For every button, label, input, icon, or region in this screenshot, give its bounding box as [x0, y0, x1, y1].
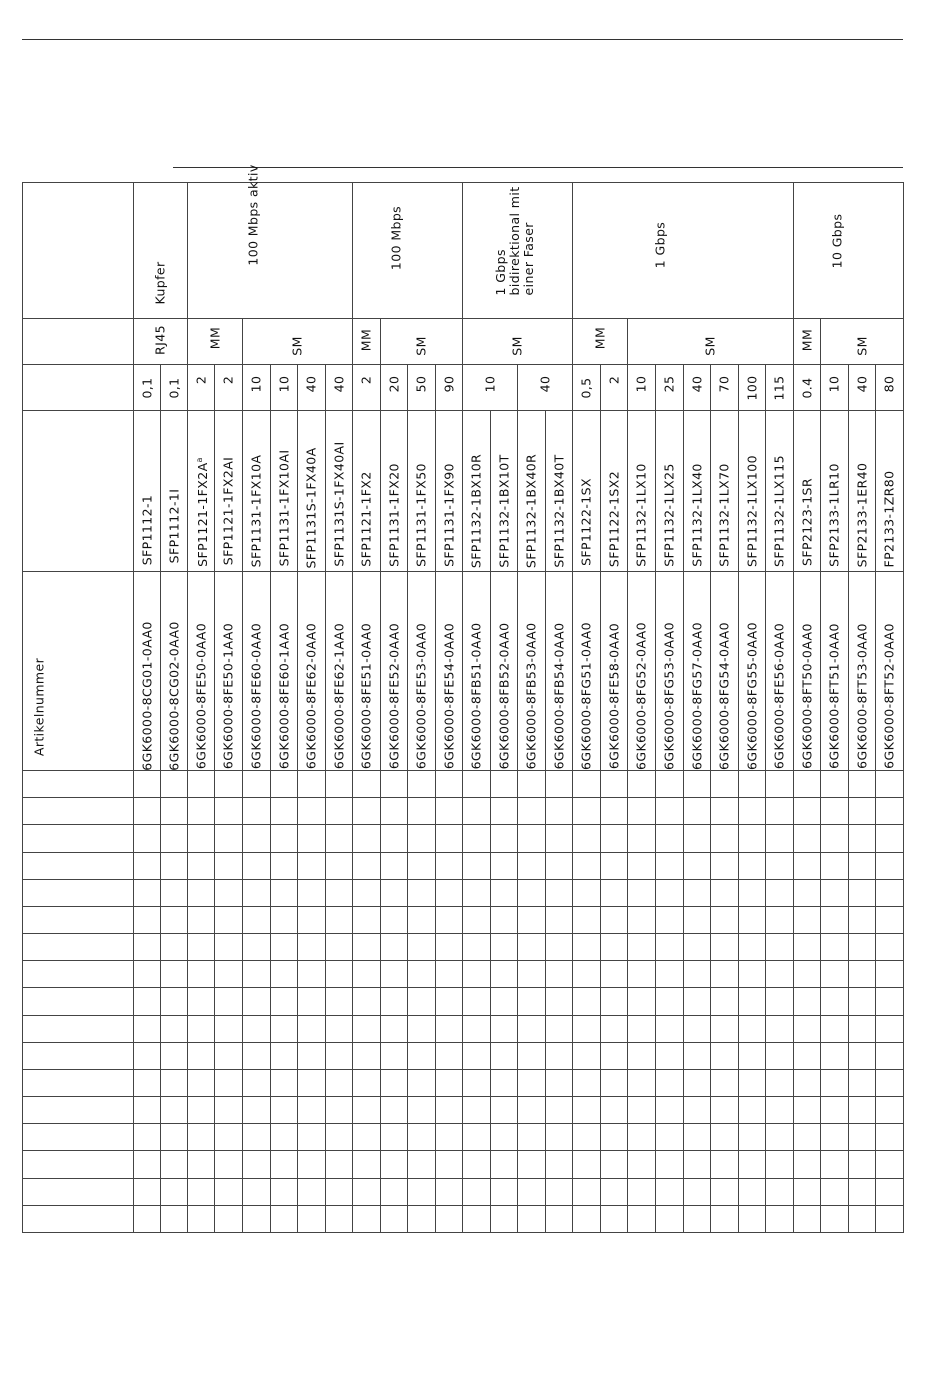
- module-name: SFP1131S-1FX40A: [303, 446, 319, 569]
- article-number: 6GK6000-8FG54-0AA0: [716, 621, 732, 770]
- distance-km: 10: [276, 375, 291, 393]
- type-divider: [187, 318, 188, 364]
- module-divider: [875, 410, 876, 770]
- article-number: 6GK6000-8FE58-0AA0: [606, 622, 621, 769]
- fiber-type-sm: SM: [854, 336, 869, 356]
- distance-km: 40: [689, 375, 704, 393]
- body-cell-divider: [765, 770, 766, 1232]
- distance-divider: [270, 364, 271, 410]
- group-divider: [187, 182, 188, 318]
- distance-km: 0,1: [166, 377, 181, 399]
- module-name: SFP1112-1: [139, 494, 154, 565]
- module-divider: [683, 410, 684, 770]
- module-divider: [214, 410, 215, 770]
- body-cell-divider: [820, 770, 821, 1232]
- body-cell-divider: [490, 770, 491, 1232]
- type-divider: [380, 318, 381, 364]
- footnote-marker: a: [194, 457, 204, 463]
- distance-divider: [600, 364, 601, 410]
- module-divider: [627, 410, 628, 770]
- body-cell-divider: [352, 770, 353, 1232]
- group-100mbps: 100 Mbps: [388, 205, 404, 270]
- module-divider: [297, 410, 298, 770]
- article-number: 6GK6000-8FE53-0AA0: [413, 622, 429, 769]
- body-cell-divider: [655, 770, 656, 1232]
- article-number: 6GK6000-8FE54-0AA0: [441, 622, 456, 769]
- module-name: SFP1131-1FX10A: [248, 454, 264, 568]
- module-divider: [160, 410, 161, 770]
- distance-km: 10: [633, 375, 649, 393]
- module-divider: [187, 410, 188, 770]
- distance-km: 10: [248, 375, 264, 393]
- distance-km: 10: [482, 375, 497, 393]
- distance-divider: [352, 364, 353, 410]
- module-name: $SFP1121-1FX2A^a$: [194, 457, 210, 567]
- article-number: 6GK6000-8FB53-0AA0: [523, 622, 539, 770]
- module-name: SFP1112-1I: [166, 488, 181, 564]
- distance-km: 40: [854, 375, 869, 393]
- module-name: SFP1122-1SX2: [606, 470, 621, 567]
- module-name: SFP1132-1BX40R: [523, 454, 539, 569]
- type-divider: [903, 318, 904, 364]
- article-number: 6GK6000-8FE56-0AA0: [771, 622, 787, 769]
- module-name: SFP1122-1SX: [578, 478, 594, 567]
- distance-divider: [627, 364, 628, 410]
- module-name: SFP1132-1BX40T: [551, 454, 566, 568]
- distance-km: 80: [881, 375, 897, 393]
- distance-km: 100: [744, 375, 759, 401]
- module-divider: [572, 410, 573, 770]
- fiber-type-sm: SM: [289, 336, 305, 356]
- module-divider: [848, 410, 849, 770]
- distance-divider: [214, 364, 215, 410]
- distance-divider: [517, 364, 518, 410]
- distance-divider: [572, 364, 573, 410]
- fiber-type-mm: MM: [358, 328, 374, 352]
- body-cell-divider: [325, 770, 326, 1232]
- distance-divider: [875, 364, 876, 410]
- fiber-type-mm: MM: [207, 326, 222, 350]
- article-number: 6GK6000-8FE62-1AA0: [331, 622, 346, 769]
- article-number: 6GK6000-8FG57-0AA0: [689, 621, 704, 770]
- article-number: 6GK6000-8FE60-0AA0: [248, 622, 264, 769]
- module-name: SFP1132-1LX70: [716, 463, 732, 567]
- distance-divider: [187, 364, 188, 410]
- article-number: 6GK6000-8FG51-0AA0: [578, 621, 594, 770]
- type-divider: [793, 318, 794, 364]
- body-cell-divider: [738, 770, 739, 1232]
- module-name: SFP1131S-1FX40AI: [331, 441, 346, 567]
- distance-km: 0,1: [139, 377, 154, 399]
- article-number-header: Artikelnummer: [31, 657, 47, 757]
- module-name: SFP2133-1ER40: [854, 462, 869, 568]
- body-cell-divider: [462, 770, 463, 1232]
- group-kupfer: Kupfer: [152, 261, 168, 305]
- body-cell-divider: [214, 770, 215, 1232]
- article-number: 6GK6000-8FE60-1AA0: [276, 622, 291, 769]
- distance-km: 40: [537, 375, 552, 393]
- body-cell-divider: [242, 770, 243, 1232]
- distance-divider: [903, 364, 904, 410]
- fiber-type-mm: MM: [592, 326, 607, 350]
- fiber-type-sm: SM: [413, 336, 429, 356]
- module-divider: [325, 410, 326, 770]
- group-divider: [793, 182, 794, 318]
- type-divider: [352, 318, 353, 364]
- distance-divider: [407, 364, 408, 410]
- article-number: 6GK6000-8FT51-0AA0: [826, 622, 842, 769]
- group-10gbps: 10 Gbps: [829, 214, 845, 269]
- module-divider: [435, 410, 436, 770]
- body-cell-divider: [710, 770, 711, 1232]
- fiber-type-sm: SM: [702, 336, 718, 356]
- body-cell-divider: [627, 770, 628, 1232]
- body-cell-divider: [187, 770, 188, 1232]
- module-name: SFP1132-1LX100: [744, 455, 759, 568]
- module-divider: [407, 410, 408, 770]
- distance-divider: [160, 364, 161, 410]
- type-divider: [572, 318, 573, 364]
- body-cell-divider: [545, 770, 546, 1232]
- article-number: 6GK6000-8FE51-0AA0: [358, 622, 374, 769]
- module-name: SFP1131-1FX50: [413, 462, 429, 567]
- distance-km: 0.4: [799, 377, 814, 399]
- distance-km: 2: [193, 375, 208, 385]
- article-number: 6GK6000-8FT52-0AA0: [881, 622, 897, 769]
- article-number: 6GK6000-8FG53-0AA0: [661, 621, 677, 770]
- body-cell-divider: [297, 770, 298, 1232]
- distance-km: 40: [331, 375, 346, 393]
- module-name: SFP1132-1LX40: [689, 463, 704, 567]
- distance-km: 20: [386, 375, 401, 393]
- fiber-type-mm: MM: [799, 328, 814, 352]
- module-divider: [242, 410, 243, 770]
- article-number: 6GK6000-8FG52-0AA0: [633, 621, 649, 770]
- body-cell-divider: [793, 770, 794, 1232]
- article-number: 6GK6000-8FE62-0AA0: [303, 622, 319, 769]
- module-divider: [600, 410, 601, 770]
- distance-km: 25: [661, 375, 677, 393]
- body-cell-divider: [517, 770, 518, 1232]
- module-name: SFP1132-1LX115: [771, 455, 787, 568]
- distance-divider: [380, 364, 381, 410]
- distance-divider: [710, 364, 711, 410]
- distance-divider: [793, 364, 794, 410]
- fiber-type-sm: SM: [509, 336, 525, 356]
- article-number: 6GK6000-8CG01-0AA0: [139, 620, 154, 771]
- module-name: SFP1132-1BX10T: [496, 454, 511, 568]
- module-name: FP2133-1ZR80: [881, 470, 897, 568]
- distance-km: 90: [441, 375, 456, 393]
- module-divider: [710, 410, 711, 770]
- module-divider: [352, 410, 353, 770]
- article-number: 6GK6000-8FT50-0AA0: [799, 622, 814, 769]
- module-divider: [545, 410, 546, 770]
- distance-km: 10: [826, 375, 842, 393]
- distance-divider: [297, 364, 298, 410]
- body-cell-divider: [683, 770, 684, 1232]
- distance-km: 0,5: [578, 377, 594, 399]
- article-number: 6GK6000-8FE50-0AA0: [193, 622, 208, 769]
- body-cell-divider: [160, 770, 161, 1232]
- module-name: SFP1131-1FX90: [441, 462, 456, 567]
- distance-km: 2: [220, 375, 236, 385]
- body-cell-divider: [435, 770, 436, 1232]
- body-cell-divider: [270, 770, 271, 1232]
- type-divider: [462, 318, 463, 364]
- module-divider: [738, 410, 739, 770]
- table-border-left: [22, 182, 23, 1232]
- article-number: 6GK6000-8FE50-1AA0: [220, 622, 236, 769]
- module-divider: [765, 410, 766, 770]
- distance-km: 2: [606, 375, 621, 385]
- distance-divider: [325, 364, 326, 410]
- group-divider: [352, 182, 353, 318]
- module-name: SFP1131-1FX10AI: [276, 449, 291, 566]
- article-number: 6GK6000-8CG02-0AA0: [166, 620, 181, 771]
- module-divider: [270, 410, 271, 770]
- body-cell-divider: [380, 770, 381, 1232]
- group-divider: [903, 182, 904, 318]
- distance-divider: [683, 364, 684, 410]
- module-name: SFP1131-1FX20: [386, 462, 401, 567]
- module-divider: [903, 410, 904, 770]
- article-number: 6GK6000-8FB51-0AA0: [468, 622, 484, 770]
- module-name: SFP1121-1FX2: [358, 470, 374, 567]
- fiber-type-rj45: RJ45: [152, 325, 168, 355]
- module-divider: [820, 410, 821, 770]
- distance-divider: [765, 364, 766, 410]
- distance-divider: [242, 364, 243, 410]
- table-border-bottom: [22, 1232, 904, 1233]
- body-cell-divider: [600, 770, 601, 1232]
- body-cell-divider: [407, 770, 408, 1232]
- body-cell-divider: [848, 770, 849, 1232]
- article-number: 6GK6000-8FE52-0AA0: [386, 622, 401, 769]
- module-name: SFP1132-1BX10R: [468, 454, 484, 569]
- module-name: SFP2133-1LR10: [826, 463, 842, 567]
- article-number: 6GK6000-8FG55-0AA0: [744, 621, 759, 770]
- distance-km: 115: [771, 375, 787, 401]
- distance-divider: [848, 364, 849, 410]
- module-name: SFP1121-1FX2AI: [220, 456, 236, 566]
- body-cell-divider: [903, 770, 904, 1232]
- distance-divider: [462, 364, 463, 410]
- module-name: SFP1132-1LX25: [661, 463, 677, 567]
- distance-divider: [738, 364, 739, 410]
- group-100mbps-aktiv: 100 Mbps aktiv: [245, 164, 261, 266]
- type-divider: [242, 318, 243, 364]
- group-divider: [462, 182, 463, 318]
- distance-divider: [655, 364, 656, 410]
- module-name: SFP2123-1SR: [799, 478, 814, 567]
- article-number: 6GK6000-8FB52-0AA0: [496, 622, 511, 770]
- body-cell-divider: [572, 770, 573, 1232]
- column-divider: [133, 182, 134, 1232]
- module-divider: [517, 410, 518, 770]
- group-1gbps-bidi: 1 Gbps bidirektional mit einer Faser: [493, 186, 536, 296]
- module-divider: [655, 410, 656, 770]
- module-divider: [462, 410, 463, 770]
- body-cell-divider: [875, 770, 876, 1232]
- group-1gbps: 1 Gbps: [652, 221, 668, 269]
- distance-divider: [435, 364, 436, 410]
- distance-km: 40: [303, 375, 319, 393]
- article-number: 6GK6000-8FB54-0AA0: [551, 622, 566, 770]
- distance-km: 2: [358, 375, 374, 385]
- module-name: SFP1132-1LX10: [633, 463, 649, 567]
- type-divider: [627, 318, 628, 364]
- module-divider: [793, 410, 794, 770]
- article-number: 6GK6000-8FT53-0AA0: [854, 622, 869, 769]
- distance-divider: [820, 364, 821, 410]
- module-divider: [380, 410, 381, 770]
- group-divider: [572, 182, 573, 318]
- type-divider: [820, 318, 821, 364]
- distance-km: 70: [716, 375, 732, 393]
- module-divider: [490, 410, 491, 770]
- distance-km: 50: [413, 375, 429, 393]
